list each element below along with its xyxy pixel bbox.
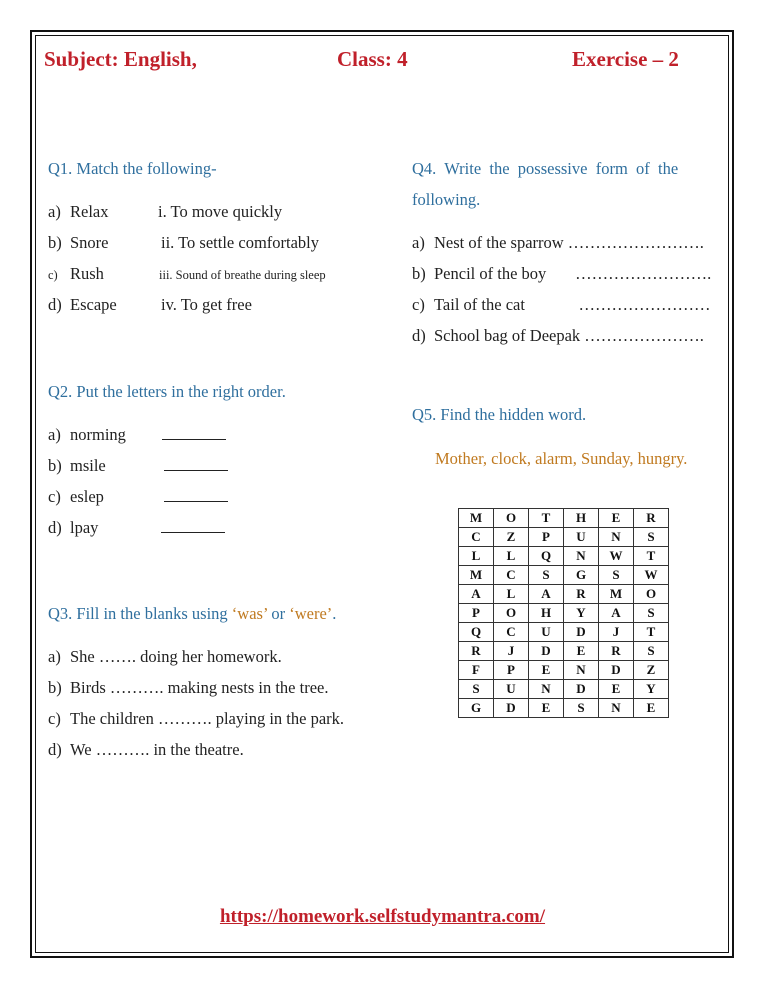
q2-item-word: norming xyxy=(70,425,126,444)
grid-cell: E xyxy=(599,680,634,699)
q3-item-text: The children ………. playing in the park. xyxy=(70,709,345,728)
q1-match-b: ii. To settle comfortably xyxy=(161,233,320,252)
q3-item-text: She ……. doing her homework. xyxy=(70,647,282,666)
q3-item-d xyxy=(48,740,244,760)
grid-cell: S xyxy=(564,699,599,718)
q1-item-label: c) xyxy=(48,268,58,282)
q4-item-d xyxy=(412,326,704,346)
q1-match-d: iv. To get free xyxy=(161,295,252,314)
q4-item-text: School bag of Deepak …………………. xyxy=(434,326,704,345)
grid-cell: O xyxy=(634,585,669,604)
grid-cell: W xyxy=(634,566,669,585)
q1-item-b xyxy=(48,233,109,253)
grid-cell: G xyxy=(564,566,599,585)
q3-item-label: c) xyxy=(48,709,61,728)
q3-was: ‘was’ xyxy=(231,604,268,623)
grid-cell: M xyxy=(459,566,494,585)
grid-cell: N xyxy=(529,680,564,699)
grid-row xyxy=(459,509,669,528)
grid-cell: J xyxy=(599,623,634,642)
grid-cell: S xyxy=(529,566,564,585)
grid-cell: A xyxy=(529,585,564,604)
grid-cell: S xyxy=(599,566,634,585)
q2-item-word: lpay xyxy=(70,518,99,537)
q3-item-label: b) xyxy=(48,678,62,697)
grid-cell: E xyxy=(634,699,669,718)
grid-cell: Q xyxy=(459,623,494,642)
q2-answer-line xyxy=(164,487,228,507)
q2-answer-line xyxy=(161,518,225,538)
grid-cell: E xyxy=(529,699,564,718)
grid-cell: D xyxy=(494,699,529,718)
grid-cell: H xyxy=(529,604,564,623)
q2-item-label: a) xyxy=(48,425,61,444)
grid-row xyxy=(459,661,669,680)
grid-cell: E xyxy=(564,642,599,661)
grid-cell: C xyxy=(494,566,529,585)
grid-cell: S xyxy=(634,604,669,623)
q2-item-c xyxy=(48,487,104,507)
q1-item-d xyxy=(48,295,117,315)
grid-row xyxy=(459,623,669,642)
q3-item-label: d) xyxy=(48,740,62,759)
q3-title-start: Q3. Fill in the blanks using xyxy=(48,604,232,623)
q2-item-label: c) xyxy=(48,487,61,506)
q2-item-label: d) xyxy=(48,518,62,537)
q2-answer-line xyxy=(162,425,226,445)
q3-or: or xyxy=(267,604,290,623)
q3-were: ‘were’ xyxy=(289,604,333,623)
q1-item-label: b) xyxy=(48,233,62,252)
grid-cell: L xyxy=(494,585,529,604)
grid-cell: O xyxy=(494,604,529,623)
grid-cell: D xyxy=(529,642,564,661)
grid-cell: P xyxy=(529,528,564,547)
grid-cell: R xyxy=(599,642,634,661)
grid-cell: Z xyxy=(634,661,669,680)
q4-item-label: a) xyxy=(412,233,425,252)
q1-item-label: d) xyxy=(48,295,62,314)
grid-cell: Z xyxy=(494,528,529,547)
q1-item-word: Relax xyxy=(70,202,109,221)
q3-item-text: Birds ………. making nests in the tree. xyxy=(70,678,329,697)
grid-cell: E xyxy=(599,509,634,528)
grid-cell: N xyxy=(564,661,599,680)
grid-cell: A xyxy=(459,585,494,604)
grid-cell: S xyxy=(634,528,669,547)
grid-cell: U xyxy=(529,623,564,642)
grid-cell: H xyxy=(564,509,599,528)
q3-item-c xyxy=(48,709,344,729)
subject-heading: Subject: English, xyxy=(44,47,197,71)
q1-item-a xyxy=(48,202,109,222)
grid-cell: A xyxy=(599,604,634,623)
grid-cell: W xyxy=(599,547,634,566)
q4-item-a xyxy=(412,233,704,253)
q3-end: . xyxy=(332,604,337,623)
grid-cell: S xyxy=(634,642,669,661)
q2-item-a xyxy=(48,425,126,445)
q2-answer-line xyxy=(164,456,228,476)
grid-cell: N xyxy=(599,528,634,547)
q5-title: Q5. Find the hidden word. xyxy=(412,405,587,424)
grid-cell: G xyxy=(459,699,494,718)
grid-cell: N xyxy=(599,699,634,718)
grid-cell: U xyxy=(564,528,599,547)
q1-item-label: a) xyxy=(48,202,61,221)
grid-cell: R xyxy=(459,642,494,661)
exercise-heading: Exercise – 2 xyxy=(572,47,679,71)
q2-item-b xyxy=(48,456,106,476)
q2-item-word: msile xyxy=(70,456,106,475)
grid-row xyxy=(459,680,669,699)
word-search-grid xyxy=(458,508,669,718)
q2-item-word: eslep xyxy=(70,487,104,506)
q1-item-word: Escape xyxy=(70,295,117,314)
grid-cell: N xyxy=(564,547,599,566)
q2-item-label: b) xyxy=(48,456,62,475)
grid-cell: C xyxy=(494,623,529,642)
q1-item-word: Snore xyxy=(70,233,109,252)
q4-item-text: Tail of the cat …………………… xyxy=(434,295,711,314)
footer-url-link[interactable]: https://homework.selfstudymantra.com/ xyxy=(219,906,546,927)
grid-row xyxy=(459,699,669,718)
q4-item-label: d) xyxy=(412,326,426,345)
q3-title xyxy=(48,604,336,624)
grid-row xyxy=(459,547,669,566)
q4-item-label: c) xyxy=(412,295,425,314)
class-heading: Class: 4 xyxy=(337,47,408,71)
grid-cell: F xyxy=(459,661,494,680)
grid-cell: T xyxy=(634,623,669,642)
grid-cell: D xyxy=(599,661,634,680)
grid-cell: T xyxy=(634,547,669,566)
grid-row xyxy=(459,528,669,547)
grid-cell: Y xyxy=(634,680,669,699)
grid-cell: J xyxy=(494,642,529,661)
grid-cell: T xyxy=(529,509,564,528)
grid-cell: R xyxy=(564,585,599,604)
q1-item-c xyxy=(48,264,104,284)
grid-cell: U xyxy=(494,680,529,699)
q4-item-text: Nest of the sparrow ……………………. xyxy=(434,233,704,252)
q1-match-c: iii. Sound of breathe during sleep xyxy=(159,268,326,282)
grid-row xyxy=(459,566,669,585)
q3-item-label: a) xyxy=(48,647,61,666)
grid-cell: Y xyxy=(564,604,599,623)
q2-title: Q2. Put the letters in the right order. xyxy=(48,382,286,401)
q1-title: Q1. Match the following- xyxy=(48,159,217,178)
grid-cell: D xyxy=(564,680,599,699)
q1-match-a: i. To move quickly xyxy=(158,202,283,221)
q4-item-label: b) xyxy=(412,264,426,283)
grid-cell: P xyxy=(494,661,529,680)
grid-cell: D xyxy=(564,623,599,642)
grid-cell: O xyxy=(494,509,529,528)
q4-item-c xyxy=(412,295,711,315)
q1-item-word: Rush xyxy=(70,264,104,283)
q5-word-list: Mother, clock, alarm, Sunday, hungry. xyxy=(435,449,688,468)
q4-item-text: Pencil of the boy ……………………. xyxy=(434,264,712,283)
grid-cell: C xyxy=(459,528,494,547)
grid-cell: P xyxy=(459,604,494,623)
grid-cell: L xyxy=(459,547,494,566)
q4-title-line2: following. xyxy=(412,190,481,209)
grid-cell: S xyxy=(459,680,494,699)
q4-item-b xyxy=(412,264,711,284)
grid-row xyxy=(459,604,669,623)
grid-cell: R xyxy=(634,509,669,528)
q2-item-d xyxy=(48,518,98,538)
grid-cell: E xyxy=(529,661,564,680)
grid-cell: M xyxy=(459,509,494,528)
q3-item-text: We ………. in the theatre. xyxy=(70,740,244,759)
grid-row xyxy=(459,585,669,604)
grid-cell: M xyxy=(599,585,634,604)
grid-cell: L xyxy=(494,547,529,566)
grid-row xyxy=(459,642,669,661)
grid-cell: Q xyxy=(529,547,564,566)
q4-title-line1: Q4. Write the possessive form of the xyxy=(412,159,679,178)
q3-item-b xyxy=(48,678,328,698)
q3-item-a xyxy=(48,647,282,667)
